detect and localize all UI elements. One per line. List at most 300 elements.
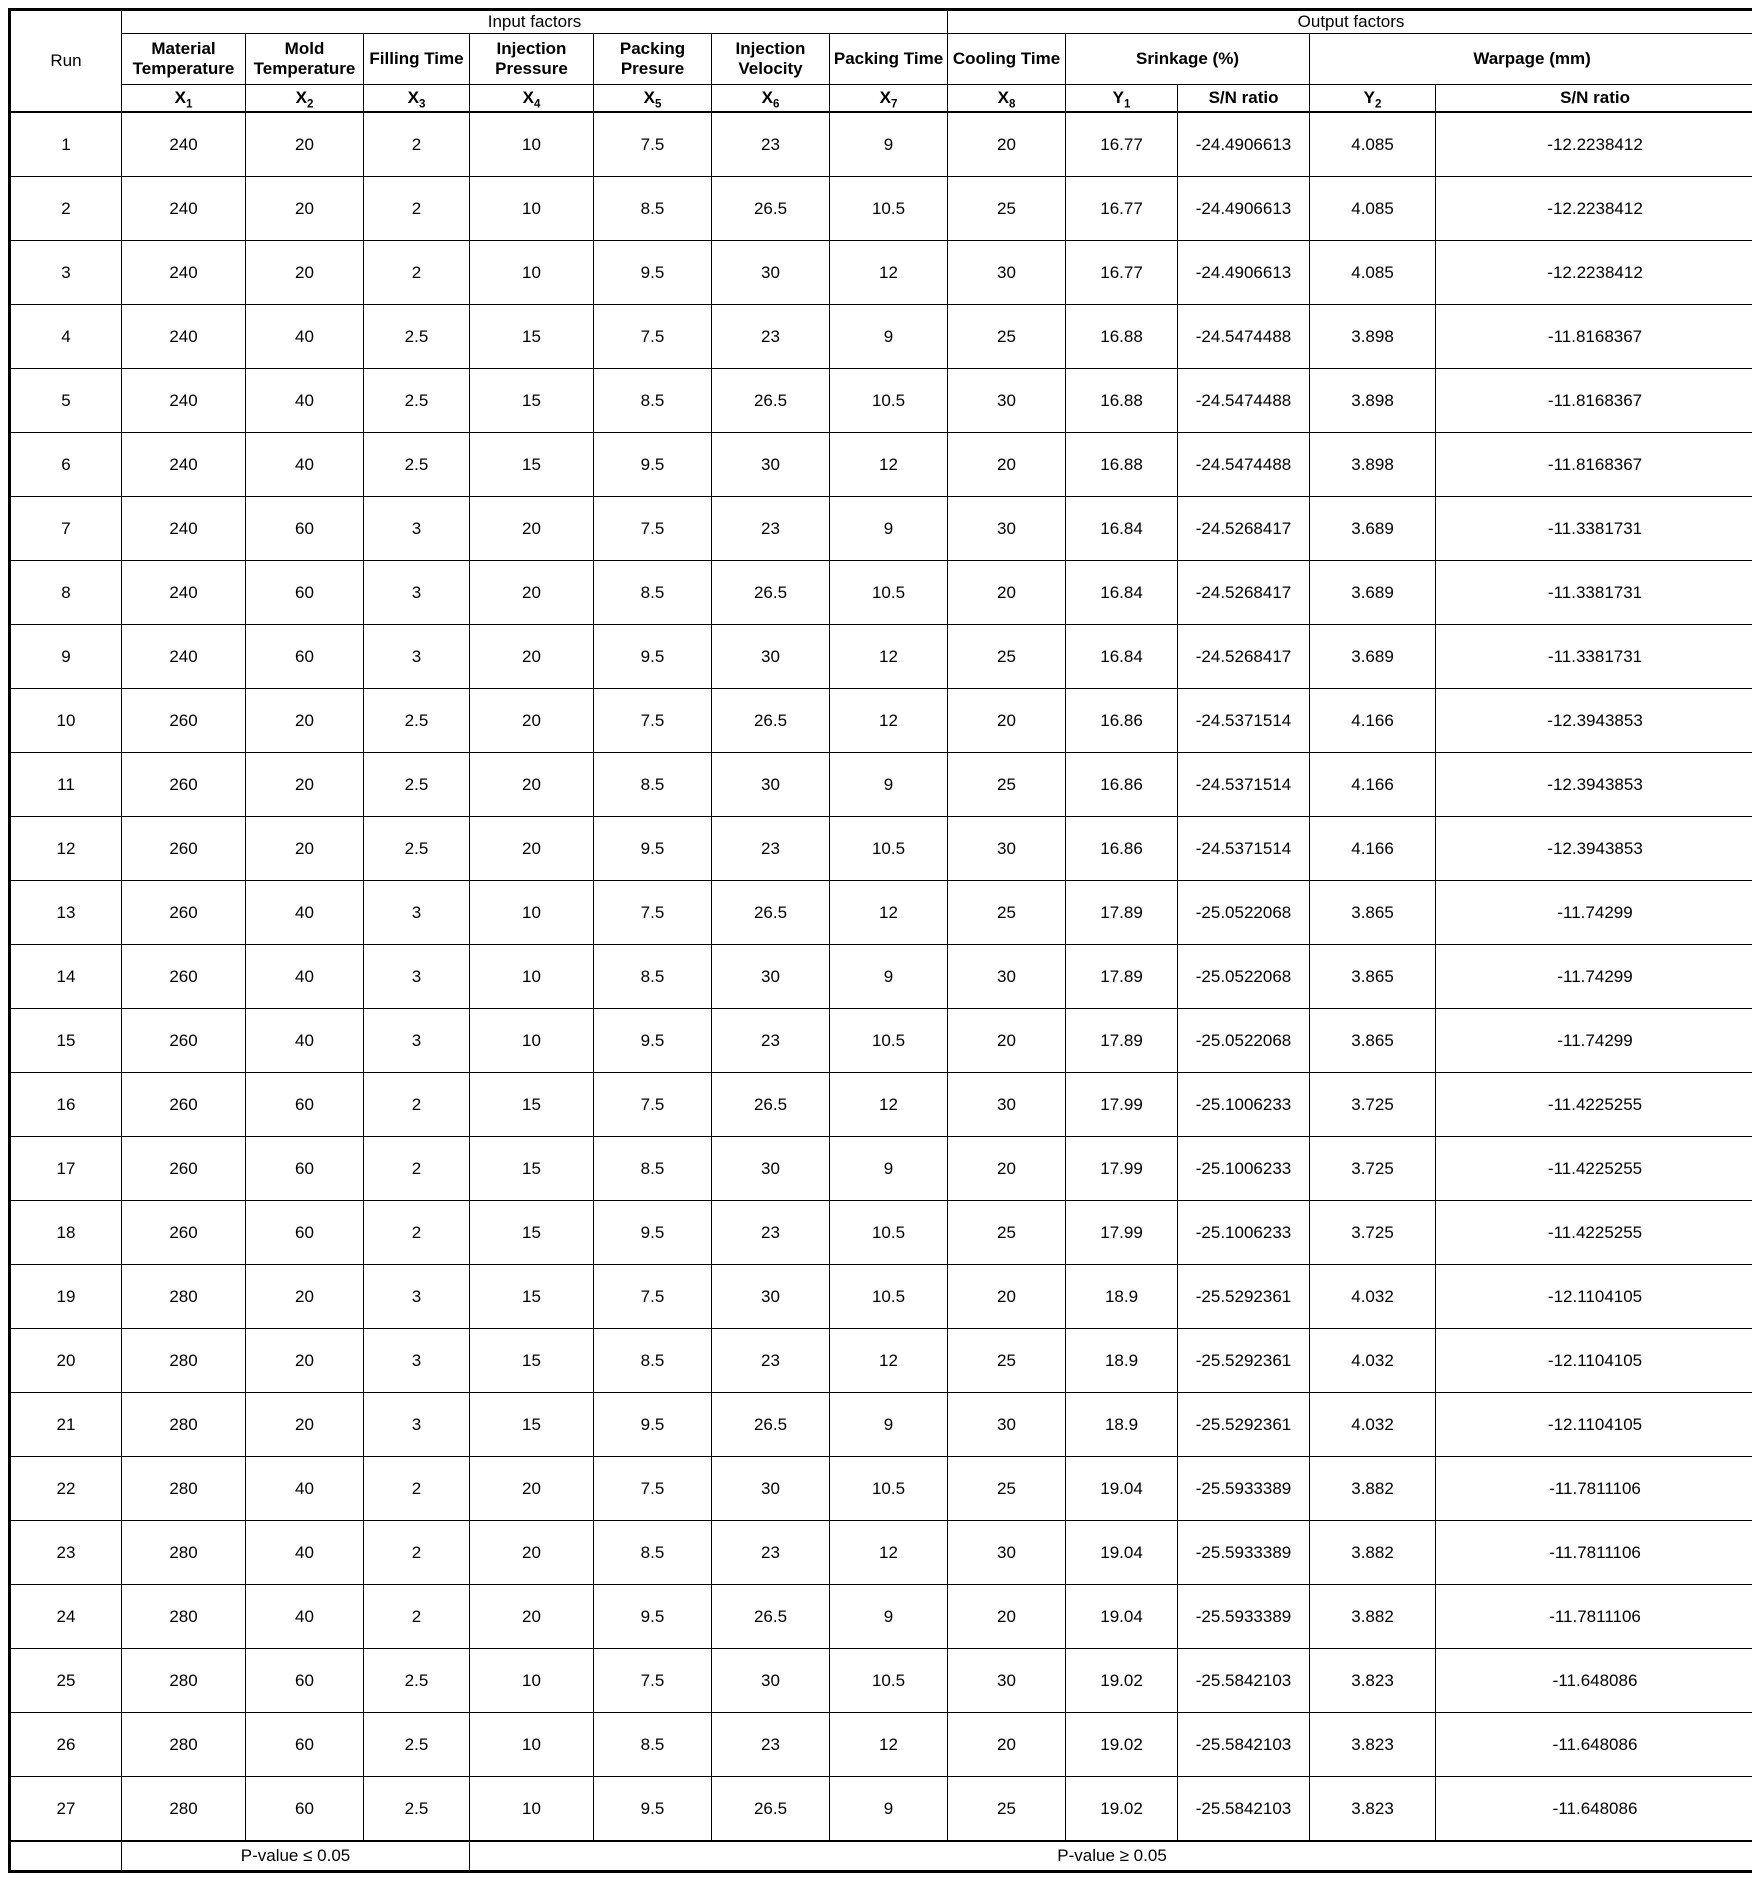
factor-header-material-temperature: Material Temperature bbox=[122, 34, 246, 85]
data-cell: -11.648086 bbox=[1436, 1649, 1752, 1713]
data-cell: 4.166 bbox=[1310, 689, 1436, 753]
data-cell: 4.166 bbox=[1310, 753, 1436, 817]
data-cell: 16.84 bbox=[1066, 625, 1178, 689]
data-cell: -25.5292361 bbox=[1178, 1265, 1310, 1329]
data-cell: 9 bbox=[830, 112, 948, 177]
run-cell: 18 bbox=[10, 1201, 122, 1265]
data-cell: 9.5 bbox=[594, 1201, 712, 1265]
data-cell: 60 bbox=[246, 1777, 364, 1842]
data-cell: 16.77 bbox=[1066, 112, 1178, 177]
data-cell: 16.84 bbox=[1066, 497, 1178, 561]
data-cell: 17.89 bbox=[1066, 1009, 1178, 1073]
data-cell: 25 bbox=[948, 1457, 1066, 1521]
data-cell: 7.5 bbox=[594, 305, 712, 369]
data-cell: 30 bbox=[712, 753, 830, 817]
data-cell: -25.5933389 bbox=[1178, 1457, 1310, 1521]
data-cell: 15 bbox=[470, 433, 594, 497]
footer-run-cell bbox=[10, 1841, 122, 1872]
data-cell: 20 bbox=[470, 1585, 594, 1649]
data-cell: 3 bbox=[364, 1329, 470, 1393]
data-cell: 3.689 bbox=[1310, 497, 1436, 561]
data-cell: 9.5 bbox=[594, 1777, 712, 1842]
data-cell: 280 bbox=[122, 1649, 246, 1713]
data-cell: 3 bbox=[364, 1265, 470, 1329]
data-cell: 30 bbox=[948, 497, 1066, 561]
symbol-y1: $Y_1$ bbox=[1066, 85, 1178, 113]
data-cell: 20 bbox=[246, 112, 364, 177]
data-cell: 3 bbox=[364, 1393, 470, 1457]
data-cell: 16.88 bbox=[1066, 305, 1178, 369]
table-row bbox=[10, 1201, 1752, 1265]
data-cell: 3 bbox=[364, 945, 470, 1009]
data-cell: 10 bbox=[470, 112, 594, 177]
data-cell: 8.5 bbox=[594, 177, 712, 241]
data-cell: 60 bbox=[246, 497, 364, 561]
table-row bbox=[10, 1457, 1752, 1521]
data-cell: 7.5 bbox=[594, 689, 712, 753]
data-cell: 280 bbox=[122, 1777, 246, 1842]
run-cell: 7 bbox=[10, 497, 122, 561]
data-cell: -12.3943853 bbox=[1436, 753, 1752, 817]
data-cell: 280 bbox=[122, 1713, 246, 1777]
data-cell: 60 bbox=[246, 625, 364, 689]
data-cell: -24.4906613 bbox=[1178, 241, 1310, 305]
run-cell: 27 bbox=[10, 1777, 122, 1842]
data-cell: 3.689 bbox=[1310, 625, 1436, 689]
data-cell: -25.5842103 bbox=[1178, 1649, 1310, 1713]
data-cell: 26.5 bbox=[712, 689, 830, 753]
data-cell: 8.5 bbox=[594, 561, 712, 625]
data-cell: -25.5933389 bbox=[1178, 1521, 1310, 1585]
data-cell: 240 bbox=[122, 433, 246, 497]
data-cell: 8.5 bbox=[594, 1521, 712, 1585]
data-cell: 16.88 bbox=[1066, 369, 1178, 433]
data-cell: 30 bbox=[712, 1649, 830, 1713]
data-cell: 15 bbox=[470, 369, 594, 433]
table-row bbox=[10, 881, 1752, 945]
data-cell: 23 bbox=[712, 1521, 830, 1585]
data-cell: -24.5371514 bbox=[1178, 753, 1310, 817]
data-cell: 19.02 bbox=[1066, 1713, 1178, 1777]
data-cell: 240 bbox=[122, 369, 246, 433]
data-cell: 9 bbox=[830, 1393, 948, 1457]
data-cell: 15 bbox=[470, 1201, 594, 1265]
data-cell: 3.882 bbox=[1310, 1457, 1436, 1521]
data-cell: 16.77 bbox=[1066, 177, 1178, 241]
table-row bbox=[10, 689, 1752, 753]
data-cell: 25 bbox=[948, 1329, 1066, 1393]
data-cell: 8.5 bbox=[594, 369, 712, 433]
table-row bbox=[10, 1585, 1752, 1649]
srinkage-group-header: Srinkage (%) bbox=[1066, 34, 1310, 85]
data-cell: 2.5 bbox=[364, 817, 470, 881]
data-cell: 20 bbox=[948, 112, 1066, 177]
data-cell: 9 bbox=[830, 1777, 948, 1842]
data-cell: 4.032 bbox=[1310, 1329, 1436, 1393]
data-cell: 26.5 bbox=[712, 1777, 830, 1842]
warpage-group-header: Warpage (mm) bbox=[1310, 34, 1752, 85]
data-cell: 9 bbox=[830, 1137, 948, 1201]
data-cell: 2 bbox=[364, 1457, 470, 1521]
data-cell: 16.84 bbox=[1066, 561, 1178, 625]
data-cell: 4.032 bbox=[1310, 1265, 1436, 1329]
data-cell: 7.5 bbox=[594, 497, 712, 561]
table-row bbox=[10, 1329, 1752, 1393]
data-cell: 3 bbox=[364, 561, 470, 625]
data-cell: 16.86 bbox=[1066, 817, 1178, 881]
data-cell: -11.3381731 bbox=[1436, 625, 1752, 689]
run-cell: 26 bbox=[10, 1713, 122, 1777]
data-cell: -12.1104105 bbox=[1436, 1329, 1752, 1393]
data-cell: 280 bbox=[122, 1329, 246, 1393]
data-cell: 20 bbox=[948, 1137, 1066, 1201]
table-row bbox=[10, 497, 1752, 561]
data-cell: 20 bbox=[948, 433, 1066, 497]
data-cell: 26.5 bbox=[712, 881, 830, 945]
data-cell: 30 bbox=[948, 817, 1066, 881]
data-cell: 2.5 bbox=[364, 369, 470, 433]
data-cell: 60 bbox=[246, 1201, 364, 1265]
data-cell: 8.5 bbox=[594, 1713, 712, 1777]
data-cell: 2.5 bbox=[364, 1777, 470, 1842]
data-cell: 25 bbox=[948, 1777, 1066, 1842]
data-cell: 4.085 bbox=[1310, 112, 1436, 177]
data-cell: 40 bbox=[246, 1585, 364, 1649]
data-cell: 30 bbox=[948, 1649, 1066, 1713]
data-cell: 20 bbox=[470, 753, 594, 817]
data-cell: 280 bbox=[122, 1265, 246, 1329]
data-cell: 40 bbox=[246, 1457, 364, 1521]
data-cell: 4.085 bbox=[1310, 241, 1436, 305]
data-cell: 240 bbox=[122, 561, 246, 625]
table-row bbox=[10, 1521, 1752, 1585]
data-cell: 30 bbox=[712, 241, 830, 305]
data-cell: -25.5292361 bbox=[1178, 1393, 1310, 1457]
data-cell: 20 bbox=[246, 1265, 364, 1329]
data-cell: 10 bbox=[470, 945, 594, 1009]
data-cell: 2 bbox=[364, 1073, 470, 1137]
run-cell: 19 bbox=[10, 1265, 122, 1329]
data-cell: 25 bbox=[948, 177, 1066, 241]
data-cell: 20 bbox=[246, 753, 364, 817]
data-cell: 20 bbox=[246, 177, 364, 241]
input-factors-header: Input factors bbox=[122, 10, 948, 34]
table-row bbox=[10, 753, 1752, 817]
factor-header-row bbox=[10, 34, 1752, 85]
run-cell: 11 bbox=[10, 753, 122, 817]
data-cell: 12 bbox=[830, 625, 948, 689]
data-cell: -24.5371514 bbox=[1178, 817, 1310, 881]
data-cell: 12 bbox=[830, 433, 948, 497]
data-cell: 60 bbox=[246, 1137, 364, 1201]
data-cell: 17.99 bbox=[1066, 1137, 1178, 1201]
data-cell: 10 bbox=[470, 241, 594, 305]
run-cell: 12 bbox=[10, 817, 122, 881]
data-cell: -24.5474488 bbox=[1178, 305, 1310, 369]
run-cell: 23 bbox=[10, 1521, 122, 1585]
data-cell: 10.5 bbox=[830, 1009, 948, 1073]
data-cell: 2.5 bbox=[364, 1649, 470, 1713]
data-cell: 10.5 bbox=[830, 1265, 948, 1329]
data-cell: -25.5292361 bbox=[1178, 1329, 1310, 1393]
data-cell: 2 bbox=[364, 1137, 470, 1201]
data-cell: 280 bbox=[122, 1585, 246, 1649]
p-value-row bbox=[10, 1841, 1752, 1872]
table-row bbox=[10, 305, 1752, 369]
data-cell: 26.5 bbox=[712, 1585, 830, 1649]
data-cell: 30 bbox=[948, 1521, 1066, 1585]
data-cell: 9.5 bbox=[594, 817, 712, 881]
data-cell: 10 bbox=[470, 1713, 594, 1777]
symbol-header-row bbox=[10, 85, 1752, 113]
table-row bbox=[10, 561, 1752, 625]
data-cell: 260 bbox=[122, 1073, 246, 1137]
data-cell: 3 bbox=[364, 497, 470, 561]
data-cell: 20 bbox=[948, 1585, 1066, 1649]
table-header bbox=[10, 10, 1752, 113]
data-cell: 240 bbox=[122, 305, 246, 369]
data-cell: 3.882 bbox=[1310, 1521, 1436, 1585]
data-cell: 40 bbox=[246, 305, 364, 369]
group-header-row bbox=[10, 10, 1752, 34]
data-cell: 240 bbox=[122, 625, 246, 689]
data-cell: 12 bbox=[830, 881, 948, 945]
data-cell: -25.5842103 bbox=[1178, 1777, 1310, 1842]
run-cell: 3 bbox=[10, 241, 122, 305]
data-cell: 260 bbox=[122, 817, 246, 881]
run-cell: 17 bbox=[10, 1137, 122, 1201]
data-cell: -11.8168367 bbox=[1436, 369, 1752, 433]
data-cell: -24.5268417 bbox=[1178, 497, 1310, 561]
data-cell: 8.5 bbox=[594, 1137, 712, 1201]
data-cell: -24.5474488 bbox=[1178, 433, 1310, 497]
data-cell: 3.823 bbox=[1310, 1777, 1436, 1842]
data-cell: -12.3943853 bbox=[1436, 689, 1752, 753]
symbol-x7: $X_7$ bbox=[830, 85, 948, 113]
symbol-x4: $X_4$ bbox=[470, 85, 594, 113]
data-cell: 23 bbox=[712, 1713, 830, 1777]
data-cell: 25 bbox=[948, 1201, 1066, 1265]
data-cell: 240 bbox=[122, 177, 246, 241]
symbol-y2: $Y_2$ bbox=[1310, 85, 1436, 113]
symbol-x3: $X_3$ bbox=[364, 85, 470, 113]
data-cell: -11.74299 bbox=[1436, 1009, 1752, 1073]
data-cell: -11.7811106 bbox=[1436, 1457, 1752, 1521]
run-cell: 5 bbox=[10, 369, 122, 433]
data-cell: -12.2238412 bbox=[1436, 112, 1752, 177]
data-cell: 16.77 bbox=[1066, 241, 1178, 305]
symbol-x6: $X_6$ bbox=[712, 85, 830, 113]
data-cell: 10.5 bbox=[830, 177, 948, 241]
factor-header-mold-temperature: Mold Temperature bbox=[246, 34, 364, 85]
data-cell: -12.3943853 bbox=[1436, 817, 1752, 881]
data-cell: 12 bbox=[830, 241, 948, 305]
data-cell: 3 bbox=[364, 625, 470, 689]
data-cell: 2 bbox=[364, 1585, 470, 1649]
data-cell: 20 bbox=[470, 625, 594, 689]
data-cell: 40 bbox=[246, 1521, 364, 1585]
data-cell: 4.166 bbox=[1310, 817, 1436, 881]
data-cell: 2.5 bbox=[364, 753, 470, 817]
table-row bbox=[10, 1713, 1752, 1777]
symbol-x2: $X_2$ bbox=[246, 85, 364, 113]
data-cell: 26.5 bbox=[712, 369, 830, 433]
data-cell: -24.4906613 bbox=[1178, 177, 1310, 241]
table-row bbox=[10, 112, 1752, 177]
data-cell: 2.5 bbox=[364, 305, 470, 369]
data-cell: 30 bbox=[712, 1265, 830, 1329]
data-cell: 3.865 bbox=[1310, 945, 1436, 1009]
data-cell: 10.5 bbox=[830, 1457, 948, 1521]
data-cell: 10.5 bbox=[830, 369, 948, 433]
data-cell: 10.5 bbox=[830, 817, 948, 881]
data-cell: 3.898 bbox=[1310, 305, 1436, 369]
data-cell: -24.5371514 bbox=[1178, 689, 1310, 753]
data-cell: 18.9 bbox=[1066, 1265, 1178, 1329]
data-cell: 9 bbox=[830, 753, 948, 817]
data-cell: 10 bbox=[470, 1649, 594, 1713]
data-cell: 30 bbox=[948, 945, 1066, 1009]
symbol-sn-ratio-warpage: S/N ratio bbox=[1436, 85, 1752, 113]
data-cell: -11.8168367 bbox=[1436, 305, 1752, 369]
data-cell: 9.5 bbox=[594, 625, 712, 689]
data-cell: 7.5 bbox=[594, 1649, 712, 1713]
run-cell: 13 bbox=[10, 881, 122, 945]
table-footer bbox=[10, 1841, 1752, 1872]
data-cell: 23 bbox=[712, 497, 830, 561]
run-cell: 9 bbox=[10, 625, 122, 689]
data-cell: 280 bbox=[122, 1393, 246, 1457]
data-cell: 20 bbox=[470, 689, 594, 753]
data-cell: 20 bbox=[948, 1009, 1066, 1073]
data-cell: -11.4225255 bbox=[1436, 1137, 1752, 1201]
data-cell: 8.5 bbox=[594, 945, 712, 1009]
data-cell: 19.04 bbox=[1066, 1457, 1178, 1521]
data-cell: 30 bbox=[948, 241, 1066, 305]
run-cell: 15 bbox=[10, 1009, 122, 1073]
data-cell: 12 bbox=[830, 1073, 948, 1137]
run-cell: 20 bbox=[10, 1329, 122, 1393]
data-cell: 30 bbox=[948, 1073, 1066, 1137]
symbol-x1: $X_1$ bbox=[122, 85, 246, 113]
data-cell: 3.689 bbox=[1310, 561, 1436, 625]
data-cell: 260 bbox=[122, 1009, 246, 1073]
data-cell: 15 bbox=[470, 305, 594, 369]
run-cell: 6 bbox=[10, 433, 122, 497]
data-cell: 18.9 bbox=[1066, 1393, 1178, 1457]
table-row bbox=[10, 1649, 1752, 1713]
data-cell: 23 bbox=[712, 112, 830, 177]
run-cell: 24 bbox=[10, 1585, 122, 1649]
data-cell: 3.823 bbox=[1310, 1713, 1436, 1777]
data-cell: 19.04 bbox=[1066, 1585, 1178, 1649]
data-cell: 260 bbox=[122, 1137, 246, 1201]
data-cell: 15 bbox=[470, 1137, 594, 1201]
table-row bbox=[10, 1137, 1752, 1201]
table-row bbox=[10, 369, 1752, 433]
data-cell: 17.89 bbox=[1066, 945, 1178, 1009]
data-cell: -12.1104105 bbox=[1436, 1265, 1752, 1329]
data-cell: 30 bbox=[712, 945, 830, 1009]
table-row bbox=[10, 945, 1752, 1009]
data-cell: 18.9 bbox=[1066, 1329, 1178, 1393]
data-cell: 12 bbox=[830, 689, 948, 753]
data-cell: 9 bbox=[830, 305, 948, 369]
data-cell: 23 bbox=[712, 817, 830, 881]
data-cell: 9 bbox=[830, 1585, 948, 1649]
data-cell: 3.725 bbox=[1310, 1201, 1436, 1265]
run-cell: 21 bbox=[10, 1393, 122, 1457]
data-cell: 2 bbox=[364, 1201, 470, 1265]
data-cell: -25.0522068 bbox=[1178, 881, 1310, 945]
data-cell: -24.5268417 bbox=[1178, 625, 1310, 689]
data-cell: -11.648086 bbox=[1436, 1777, 1752, 1842]
table-row bbox=[10, 177, 1752, 241]
data-cell: 3 bbox=[364, 1009, 470, 1073]
data-cell: 17.99 bbox=[1066, 1201, 1178, 1265]
data-cell: 10 bbox=[470, 177, 594, 241]
p-value-left-cell: P-value ≤ 0.05 bbox=[122, 1841, 470, 1872]
data-cell: 3 bbox=[364, 881, 470, 945]
data-cell: 20 bbox=[470, 1457, 594, 1521]
data-cell: 23 bbox=[712, 1329, 830, 1393]
data-cell: 9 bbox=[830, 497, 948, 561]
data-cell: -24.4906613 bbox=[1178, 112, 1310, 177]
data-cell: -11.3381731 bbox=[1436, 497, 1752, 561]
factor-header-packing-presure: Packing Presure bbox=[594, 34, 712, 85]
data-cell: 280 bbox=[122, 1521, 246, 1585]
data-cell: 60 bbox=[246, 1073, 364, 1137]
data-cell: -25.5933389 bbox=[1178, 1585, 1310, 1649]
run-cell: 22 bbox=[10, 1457, 122, 1521]
data-cell: 20 bbox=[948, 689, 1066, 753]
data-cell: 16.86 bbox=[1066, 753, 1178, 817]
table-row bbox=[10, 1073, 1752, 1137]
output-factors-header: Output factors bbox=[948, 10, 1752, 34]
data-cell: 30 bbox=[712, 1137, 830, 1201]
data-cell: 15 bbox=[470, 1393, 594, 1457]
data-cell: 40 bbox=[246, 881, 364, 945]
data-cell: 26.5 bbox=[712, 1393, 830, 1457]
data-cell: 7.5 bbox=[594, 1265, 712, 1329]
data-cell: 2.5 bbox=[364, 1713, 470, 1777]
data-cell: 9.5 bbox=[594, 1393, 712, 1457]
data-cell: 240 bbox=[122, 241, 246, 305]
data-cell: 30 bbox=[712, 433, 830, 497]
data-cell: 8.5 bbox=[594, 1329, 712, 1393]
data-cell: -24.5474488 bbox=[1178, 369, 1310, 433]
data-cell: -25.0522068 bbox=[1178, 1009, 1310, 1073]
data-cell: 17.99 bbox=[1066, 1073, 1178, 1137]
data-cell: 26.5 bbox=[712, 1073, 830, 1137]
data-cell: 40 bbox=[246, 369, 364, 433]
run-cell: 16 bbox=[10, 1073, 122, 1137]
run-cell: 25 bbox=[10, 1649, 122, 1713]
data-cell: 15 bbox=[470, 1329, 594, 1393]
table-body bbox=[10, 112, 1752, 1841]
data-cell: 15 bbox=[470, 1265, 594, 1329]
data-cell: 20 bbox=[948, 561, 1066, 625]
data-cell: 30 bbox=[712, 1457, 830, 1521]
table-row bbox=[10, 625, 1752, 689]
data-cell: -11.4225255 bbox=[1436, 1201, 1752, 1265]
data-cell: 9.5 bbox=[594, 433, 712, 497]
data-cell: 25 bbox=[948, 305, 1066, 369]
data-cell: -24.5268417 bbox=[1178, 561, 1310, 625]
data-cell: 3.882 bbox=[1310, 1585, 1436, 1649]
table-row bbox=[10, 817, 1752, 881]
data-cell: -11.4225255 bbox=[1436, 1073, 1752, 1137]
